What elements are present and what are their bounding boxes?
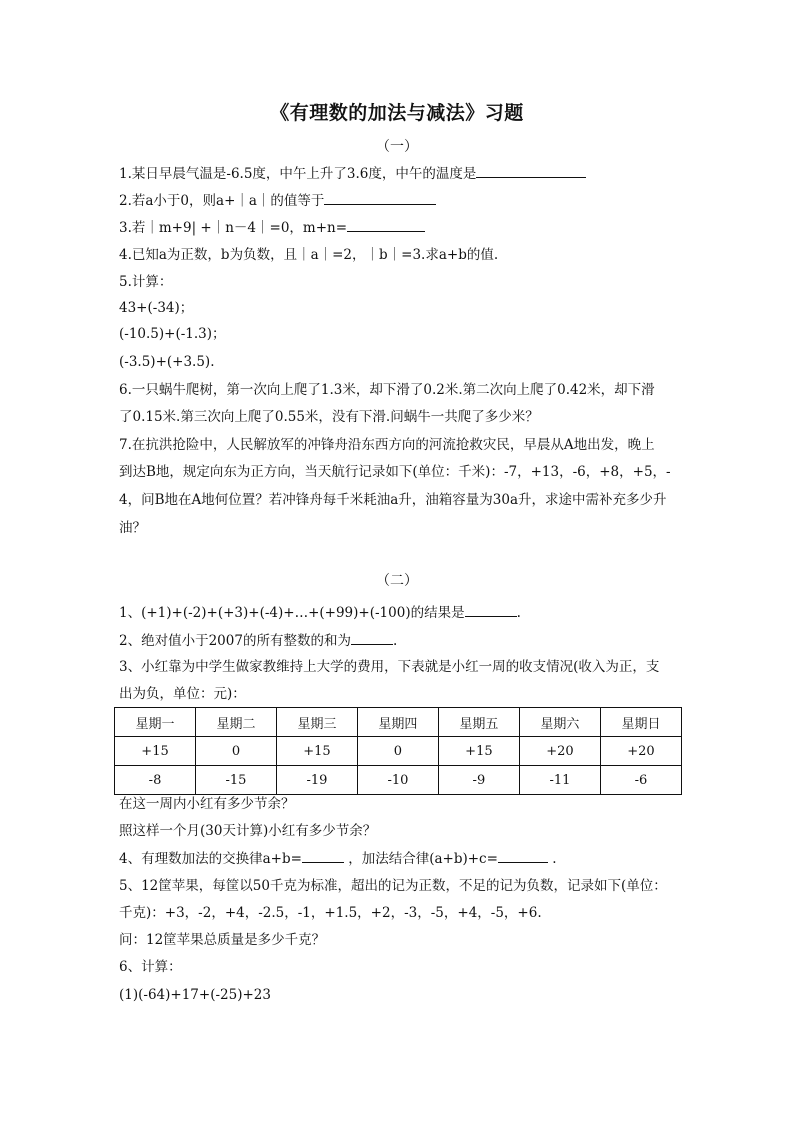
question-1-4: 4.已知a为正数，b为负数，且｜a｜=2，｜b｜=3.求a+b的值. — [119, 247, 499, 263]
table-cell: -11 — [519, 766, 600, 795]
table-cell: 0 — [196, 737, 277, 766]
table-header-cell: 星期六 — [519, 708, 600, 737]
question-1-7-line-2: 到达B地，规定向东为正方向，当天航行记录如下(单位：千米)：-7，+13，-6，+8，+5，- — [119, 464, 671, 480]
question-1-5-label: 5.计算： — [119, 274, 173, 290]
table-cell: -15 — [196, 766, 277, 795]
question-1-7-line-1: 7.在抗洪抢险中，人民解放军的冲锋舟沿东西方向的河流抢救灾民，早晨从A地出发，晚上 — [119, 437, 655, 453]
table-cell: +20 — [519, 737, 600, 766]
table-cell: -9 — [438, 766, 519, 795]
question-1-6-line-1: 6.一只蜗牛爬树，第一次向上爬了1.3米，却下滑了0.2米.第二次向上爬了0.42米，却下滑 — [119, 382, 655, 398]
answer-blank — [476, 163, 586, 178]
table-cell: -19 — [276, 766, 357, 795]
table-header-cell: 星期二 — [196, 708, 277, 737]
section-one-heading: （一） — [376, 139, 418, 155]
question-2-3-line-1: 3、小红靠为中学生做家教维持上大学的费用，下表就是小红一周的收支情况(收入为正，支 — [119, 659, 660, 675]
question-2-4: 4、有理数加法的交换律a+b= ，加法结合律(a+b)+c= . — [119, 848, 689, 869]
table-header-cell: 星期四 — [357, 708, 438, 737]
weekly-budget-table — [114, 707, 682, 795]
table-header-cell: 星期三 — [276, 708, 357, 737]
question-2-1: 1、(+1)+(-2)+(+3)+(-4)+…+(+99)+(-100)的结果是 . — [119, 602, 689, 623]
table-cell: 0 — [357, 737, 438, 766]
page-title: 《有理数的加法与减法》习题 — [270, 102, 524, 124]
answer-blank — [351, 630, 393, 645]
table-cell: -6 — [600, 766, 681, 795]
question-2-5-line-1: 5、12筐苹果，每筐以50千克为标准，超出的记为正数，不足的记为负数，记录如下(单位： — [119, 878, 667, 894]
question-2-3-after-1: 在这一周内小红有多少节余？ — [119, 796, 295, 812]
section-two-heading: （二） — [376, 573, 418, 589]
table-header-cell: 星期五 — [438, 708, 519, 737]
table-cell: +15 — [438, 737, 519, 766]
table-cell: +15 — [115, 737, 196, 766]
weekly-budget-table-wrap — [114, 707, 682, 795]
table-header-row — [115, 708, 682, 737]
question-1-7-line-4: 油？ — [119, 520, 146, 536]
answer-blank — [347, 217, 425, 232]
question-1-2: 2.若a小于0，则a+｜a｜的值等于 — [119, 190, 689, 211]
question-1-5-c: (-3.5)+(+3.5). — [119, 354, 215, 370]
question-1-5-b: (-10.5)+(-1.3)； — [119, 326, 226, 342]
question-1-6-line-2: 了0.15米.第三次向上爬了0.55米，没有下滑.问蜗牛一共爬了多少米？ — [119, 409, 539, 425]
table-cell: +20 — [600, 737, 681, 766]
question-2-2: 2、绝对值小于2007的所有整数的和为 . — [119, 630, 689, 651]
table-header-cell: 星期一 — [115, 708, 196, 737]
answer-blank — [302, 848, 344, 863]
question-2-5-line-3: 问：12筐苹果总质量是多少千克？ — [119, 932, 326, 948]
question-1-3: 3.若｜m+9| +｜n－4｜=0，m+n= — [119, 217, 689, 238]
table-header-cell: 星期日 — [600, 708, 681, 737]
question-1-1: 1.某日早晨气温是-6.5度，中午上升了3.6度，中午的温度是 — [119, 163, 689, 184]
table-cell: -10 — [357, 766, 438, 795]
table-row — [115, 766, 682, 795]
question-2-6-label: 6、计算： — [119, 959, 182, 975]
answer-blank — [465, 602, 517, 617]
table-row — [115, 737, 682, 766]
table-cell: -8 — [115, 766, 196, 795]
question-1-5-a: 43+(-34)； — [119, 300, 194, 316]
answer-blank — [498, 848, 548, 863]
question-2-6-a: (1)(-64)+17+(-25)+23 — [119, 987, 271, 1003]
question-2-3-after-2: 照这样一个月(30天计算)小红有多少节余？ — [119, 823, 377, 839]
answer-blank — [324, 190, 436, 205]
question-1-7-line-3: 4，问B地在A地何位置？若冲锋舟每千米耗油a升，油箱容量为30a升，求途中需补充多少升 — [119, 492, 667, 508]
table-cell: +15 — [276, 737, 357, 766]
question-2-5-line-2: 千克)：+3，-2，+4，-2.5，-1，+1.5，+2，-3，-5，+4，-5，+6. — [119, 905, 542, 921]
question-2-3-line-2: 出为负，单位：元)： — [119, 686, 246, 702]
